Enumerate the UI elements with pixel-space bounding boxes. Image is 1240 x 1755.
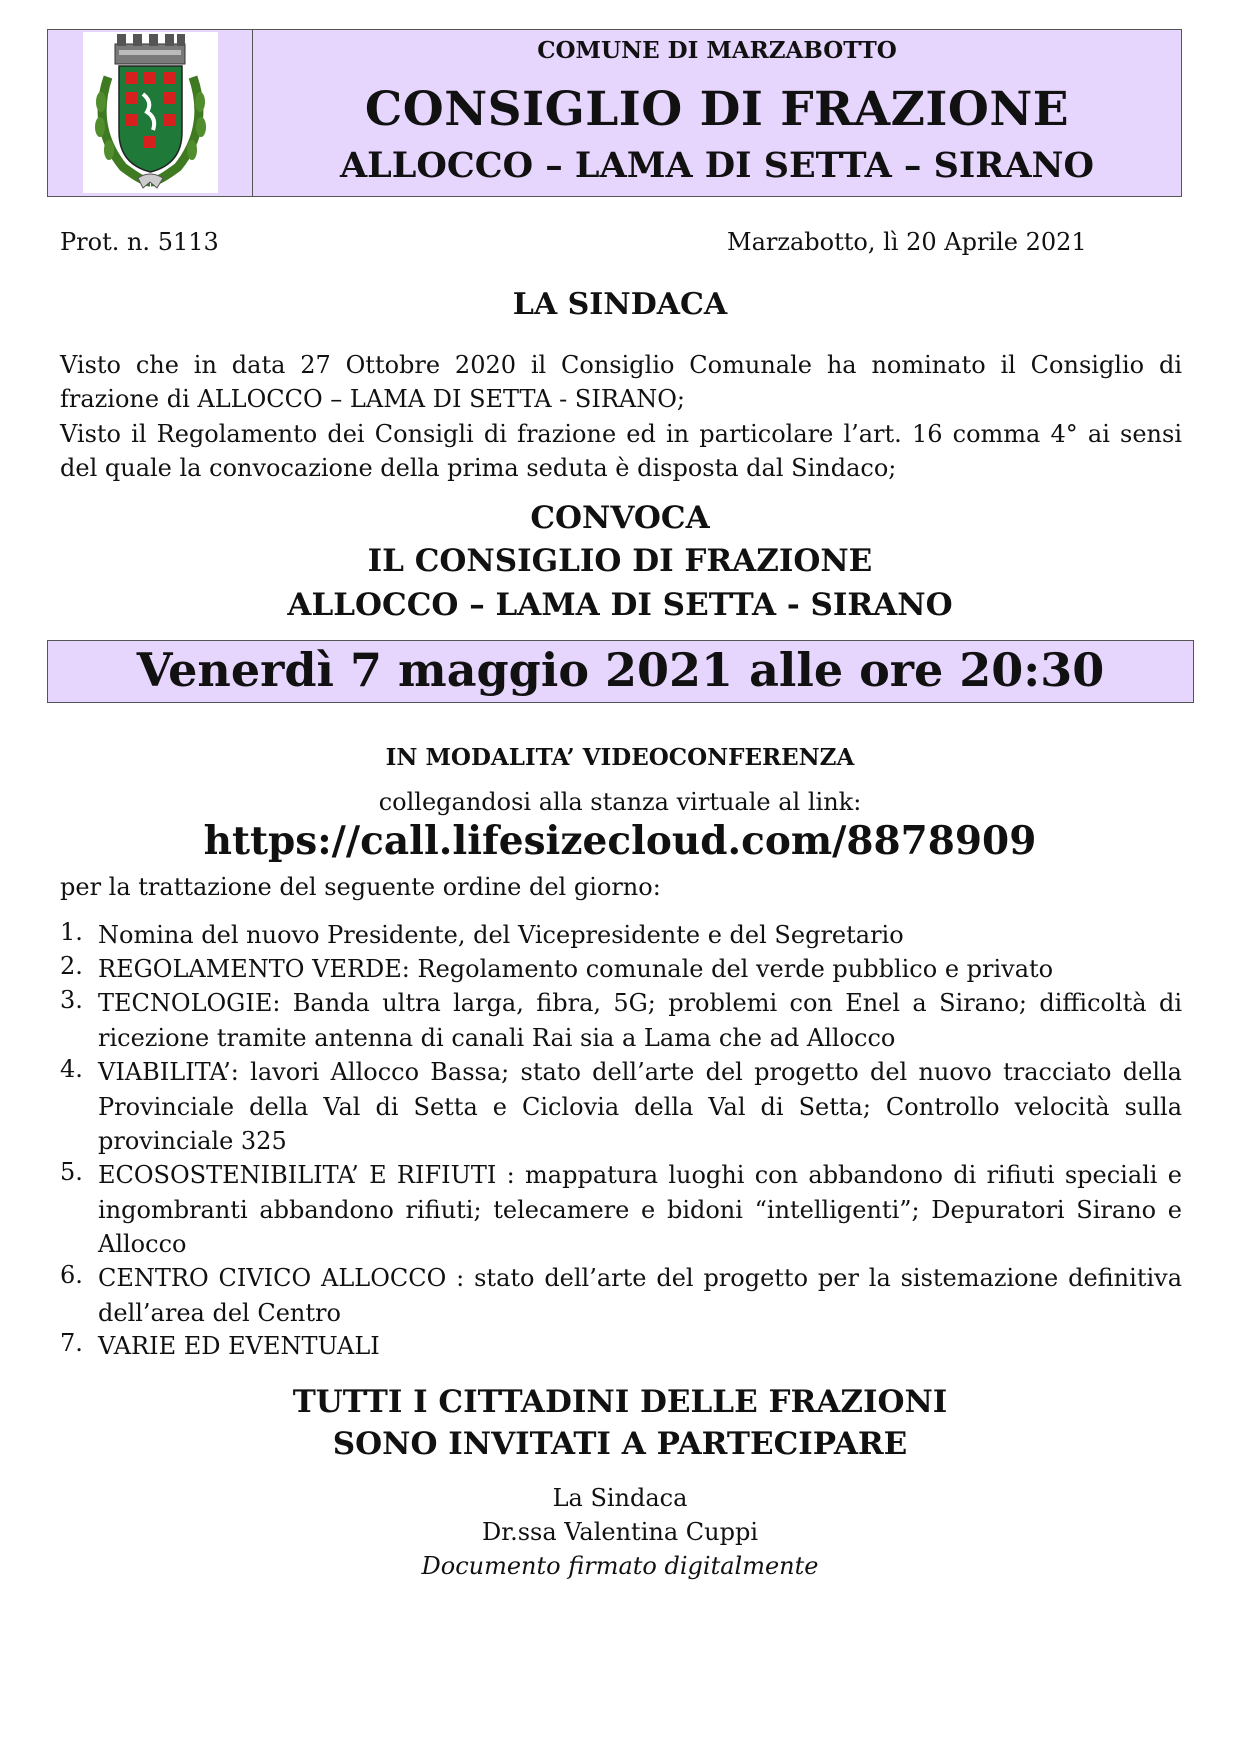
heading-sindaca: LA SINDACA [512,287,728,322]
agenda-text: VARIE ED EVENTUALI [98,1332,380,1360]
council-subtitle: ALLOCCO – LAMA DI SETTA – SIRANO [340,145,1094,186]
agenda-text: TECNOLOGIE: Banda ultra larga, fibra, 5G; problemi con Enel a Sirano; difficoltà di ricezione tramite antenna di canali Rai sia a Lama che ad Allocco [98,989,1182,1052]
signature-note: Documento firmato digitalmente [421,1552,819,1580]
convoca-council: IL CONSIGLIO DI FRAZIONE [367,543,873,579]
premise-line: del quale la convocazione della prima seduta è disposta dal Sindaco; [60,454,897,482]
agenda-number: 1. [60,918,83,946]
agenda-number: 3. [60,986,83,1014]
agenda-text: CENTRO CIVICO ALLOCCO : stato dell’arte del progetto per la sistemazione definitiva dell’area del Centro [98,1264,1182,1327]
agenda-number: 6. [60,1261,83,1289]
invite-line: SONO INVITATI A PARTECIPARE [332,1426,908,1462]
convoca-heading: CONVOCA [530,500,710,536]
convoca-frazioni: ALLOCCO – LAMA DI SETTA - SIRANO [287,587,953,623]
agenda-number: 7. [60,1329,83,1357]
meeting-mode: IN MODALITA’ VIDEOCONFERENZA [385,744,855,771]
agenda-text: Nomina del nuovo Presidente, del Vicepresidente e del Segretario [98,921,904,949]
council-title: CONSIGLIO DI FRAZIONE [364,82,1070,137]
header-text [253,30,1181,196]
videoconference-link[interactable]: https://call.lifesizecloud.com/8878909 [203,818,1037,864]
municipality-name: COMUNE DI MARZABOTTO [537,37,897,64]
signature-name: Dr.ssa Valentina Cuppi [482,1518,758,1546]
agenda-intro: per la trattazione del seguente ordine del giorno: [60,873,661,901]
premise-line: frazione di ALLOCCO – LAMA DI SETTA - SIRANO; [60,385,685,413]
agenda-text: VIABILITA’: lavori Allocco Bassa; stato dell’arte del progetto del nuovo tracciato della Provinciale della Val di Setta e Ciclovia della Val di Setta; Controllo velocità sulla provinciale 325 [98,1058,1182,1155]
premise-line: Visto il Regolamento dei Consigli di frazione ed in particolare l’art. 16 comma 4° ai sensi [60,420,1182,448]
agenda-text: REGOLAMENTO VERDE: Regolamento comunale del verde pubblico e privato [98,955,1054,983]
invite-line: TUTTI I CITTADINI DELLE FRAZIONI [292,1384,948,1420]
premise-line: Visto che in data 27 Ottobre 2020 il Consiglio Comunale ha nominato il Consiglio di [60,351,1182,379]
crest-cell [48,30,253,196]
meeting-date-banner: Venerdì 7 maggio 2021 alle ore 20:30 [47,640,1194,703]
agenda-number: 2. [60,952,83,980]
document-header [47,29,1182,197]
place-date: Marzabotto, lì 20 Aprile 2021 [727,228,1087,256]
agenda-text: ECOSOSTENIBILITA’ E RIFIUTI : mappatura luoghi con abbandono di rifiuti speciali e ingombranti abbandono rifiuti; telecamere e bidoni “intelligenti”; Depuratori Sirano e Allocco [98,1161,1182,1258]
signature-role: La Sindaca [552,1484,688,1512]
agenda-number: 4. [60,1055,83,1083]
protocol-number: Prot. n. 5113 [60,228,219,256]
municipal-crest-icon [83,32,218,193]
agenda-number: 5. [60,1158,83,1186]
link-intro: collegandosi alla stanza virtuale al link: [378,788,862,816]
